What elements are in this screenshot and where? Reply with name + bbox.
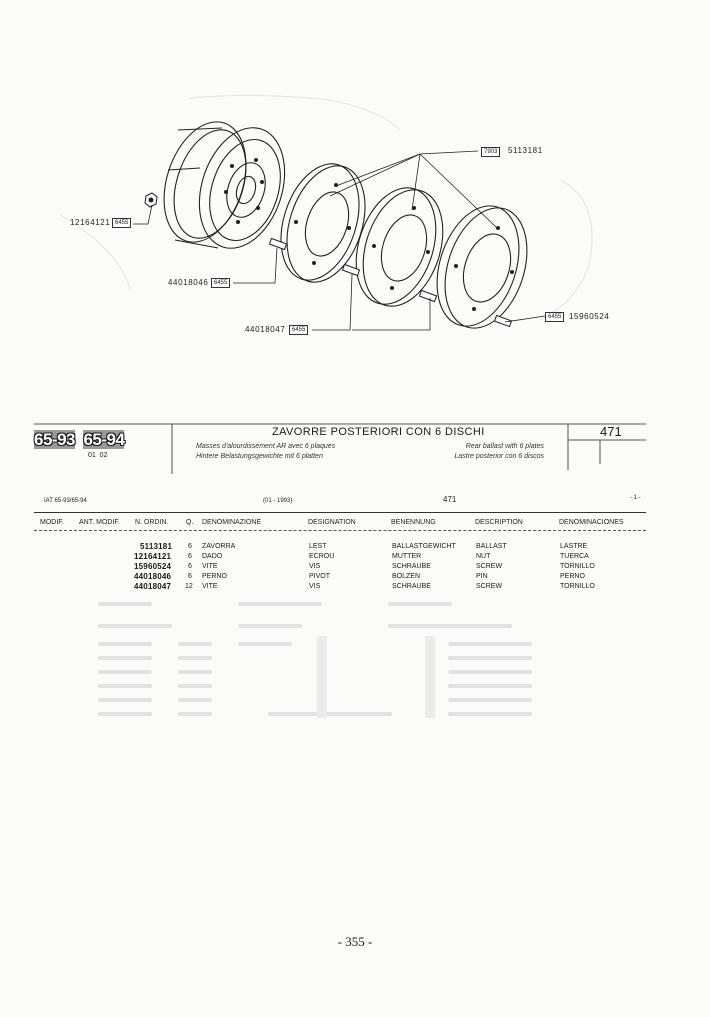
model-logo [34, 430, 124, 450]
quantity: 6 [188, 553, 192, 560]
desc-de: BALLASTGEWICHT [392, 543, 456, 550]
col-description: DESCRIPTION [475, 519, 523, 526]
subtitle-fr: Masses d'alourdissement AR avec 6 plaques [196, 443, 336, 450]
desc-fr: VIS [309, 563, 321, 570]
callout-part-screw: 44018047 [245, 325, 286, 334]
table-number: 471 [600, 424, 622, 439]
model-codes: 01 02 [88, 452, 108, 459]
quantity: 6 [188, 573, 192, 580]
desc-es: TORNILLO [560, 563, 595, 570]
col-modif: MODIF. [40, 519, 64, 526]
desc-en: PIN [476, 573, 488, 580]
part-number: 44018046 [134, 572, 172, 581]
desc-en: SCREW [476, 563, 503, 570]
callout-ref-screw-2: 6455 [545, 312, 564, 322]
part-number: 5113181 [140, 542, 173, 551]
desc-es: LASTRE [560, 543, 588, 550]
col-denominaciones: DENOMINACIONES [559, 519, 624, 526]
desc-it: VITE [202, 563, 218, 570]
diagram-drawing [0, 0, 710, 400]
desc-fr: LEST [309, 543, 327, 550]
col-designation: DESIGNATION [308, 519, 356, 526]
callout-ref-ballast: 7903 [481, 147, 500, 157]
logo-65-94: 65-94 [83, 430, 125, 449]
col-n-ordin: N. ORDIN. [135, 519, 169, 526]
desc-de: SCHRAUBE [392, 563, 431, 570]
callout-part-nut: 12164121 [70, 218, 111, 227]
part-number: 15960524 [134, 562, 172, 571]
exploded-diagram [0, 0, 710, 400]
desc-en: SCREW [476, 583, 503, 590]
subtitle-en: Rear ballast with 6 plates [465, 443, 544, 450]
logo-65-93: 65-93 [34, 430, 75, 449]
col-qty: Q. [186, 519, 194, 526]
desc-en: BALLAST [476, 543, 507, 550]
desc-de: BOLZEN [392, 573, 421, 580]
callout-ref-nut: 6455 [112, 218, 131, 228]
desc-fr: VIS [309, 583, 321, 590]
quantity: 6 [188, 543, 192, 550]
desc-fr: ECROU [309, 553, 335, 560]
callout-part-pin: 44018046 [168, 278, 209, 287]
desc-es: TORNILLO [560, 583, 595, 590]
bleed-through-texture [90, 596, 560, 726]
desc-it: PERNO [202, 573, 227, 580]
rule-top [34, 512, 646, 513]
subtitle-de: Hintere Belastungsgewichte mit 6 platten [196, 453, 323, 460]
issue-date: (01 - 1993) [263, 498, 293, 504]
quantity: 12 [185, 583, 193, 590]
sheet-number: - 1 - [630, 495, 641, 501]
desc-fr: PIVOT [309, 573, 331, 580]
model-ref: IAT 65-93/65-94 [44, 498, 87, 504]
page-number: - 355 - [337, 934, 373, 949]
callout-ref-screw: 6455 [289, 325, 308, 335]
desc-it: VITE [202, 583, 218, 590]
col-ant-modif: ANT. MODIF. [79, 519, 120, 526]
rule-header [34, 530, 646, 531]
desc-de: MUTTER [392, 553, 422, 560]
desc-it: ZAVORRA [202, 543, 236, 550]
col-denominazione: DENOMINAZIONE [202, 519, 262, 526]
desc-it: DADO [202, 553, 223, 560]
desc-de: SCHRAUBE [392, 583, 431, 590]
subtitle-es: Lastre posterior con 6 discos [454, 453, 544, 460]
desc-es: TUERCA [560, 553, 589, 560]
table-ref: 471 [443, 495, 457, 504]
callout-ref-pin: 6455 [211, 278, 230, 288]
part-number: 44018047 [134, 582, 172, 591]
part-number: 12164121 [134, 552, 172, 561]
callout-part-ballast: 5113181 [508, 146, 543, 155]
quantity: 6 [188, 563, 192, 570]
callout-part-screw-2: 15960524 [569, 312, 610, 321]
desc-es: PERNO [560, 573, 585, 580]
desc-en: NUT [476, 553, 491, 560]
col-benennung: BENENNUNG [391, 519, 436, 526]
page-title: ZAVORRE POSTERIORI CON 6 DISCHI [272, 426, 485, 438]
